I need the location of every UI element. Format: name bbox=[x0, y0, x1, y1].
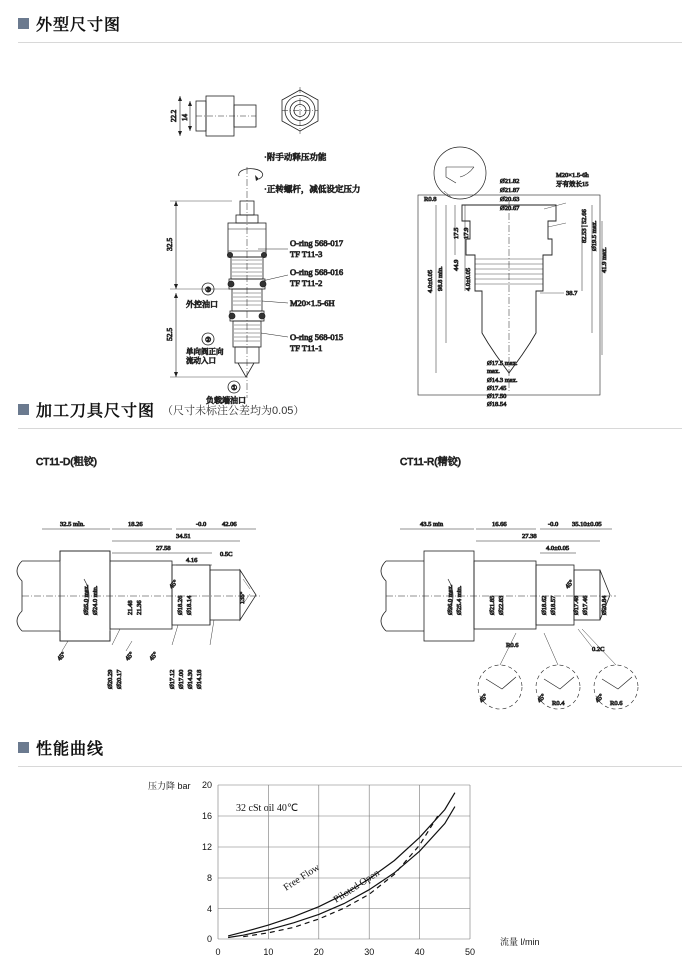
dimR-26-0-max: Ø26.0 max. bbox=[447, 584, 454, 615]
dim-17-9: 17.9 bbox=[463, 227, 470, 239]
dim-21-87: Ø21.87 bbox=[500, 187, 520, 194]
dim-19-5-max: 82.53 | 52.66 bbox=[581, 209, 588, 243]
section-title-text: 外型尺寸图 bbox=[36, 17, 122, 34]
dimR-R04: R0.4 bbox=[552, 700, 565, 707]
xtick-20: 20 bbox=[313, 947, 324, 957]
callout-1-number: ① bbox=[231, 384, 238, 392]
dimR-22-83: Ø22.83 bbox=[498, 595, 505, 615]
label-tf-t11-2: TF T11-2 bbox=[290, 278, 323, 288]
dimL-20-17: Ø20.17 bbox=[116, 669, 123, 689]
dimL-angle-3: 45° bbox=[148, 650, 160, 663]
dimR-27-38: 27.38 bbox=[522, 533, 537, 540]
dimL-45-deg-a: 45° bbox=[168, 578, 180, 591]
annotation-free-flow: Free Flow bbox=[281, 862, 322, 894]
dimL-18-26: Ø18.26 bbox=[177, 595, 184, 615]
dimL-25-0-max: Ø25.0 max. bbox=[83, 584, 90, 615]
chart-xlabel: 流量 l/min bbox=[500, 937, 540, 947]
dimL-21-48: 21.48 bbox=[127, 600, 134, 615]
dim-max-1: max. bbox=[487, 368, 500, 375]
ytick-20: 20 bbox=[201, 780, 212, 790]
dimR-00: -0.0 bbox=[548, 521, 559, 528]
ytick-12: 12 bbox=[201, 842, 212, 852]
dimL-135-deg: 135° bbox=[239, 591, 246, 604]
chart-ylabel: 压力降 bar bbox=[148, 781, 191, 791]
dimR-angle-3: 45° bbox=[594, 692, 606, 705]
xtick-40: 40 bbox=[414, 947, 425, 957]
dim-82-53-52-66: 98.8 min. bbox=[437, 266, 444, 291]
dimR-18-62: Ø18.62 bbox=[541, 595, 548, 615]
label-tf-t11-1: TF T11-1 bbox=[290, 343, 323, 353]
dimL-14-18: Ø14.18 bbox=[196, 669, 203, 689]
dimR-R06-b: R0.6 bbox=[610, 700, 623, 707]
dim-17-5: 17.5 bbox=[453, 227, 460, 239]
dim-32-5: 32.5 bbox=[165, 237, 174, 251]
section-title-text: 加工刀具尺寸图 bbox=[36, 403, 156, 420]
tool-left-name: CT11-D(粗铰) bbox=[36, 457, 97, 468]
dimR-R06-a: R0.6 bbox=[506, 642, 519, 649]
performance-chart-svg bbox=[0, 767, 700, 977]
dim-14-3-max: Ø17.5 max. bbox=[487, 360, 518, 367]
dimL-14-30: Ø14.30 bbox=[187, 669, 194, 689]
tool-drawing-svg bbox=[0, 429, 700, 729]
dim-20-63: Ø20.63 bbox=[500, 196, 520, 203]
dimL-00: -0.0 bbox=[196, 521, 207, 528]
section-subtitle-text: （尺寸未标注公差均为0.05） bbox=[162, 404, 305, 417]
note-screw-direction: ·正转螺杆，减低设定压力 bbox=[264, 184, 361, 194]
callout-2-number: ② bbox=[205, 336, 212, 344]
chart-series-free-flow-upper bbox=[228, 793, 455, 936]
dim-m20-thread: M20×1.5-6h bbox=[556, 172, 589, 179]
callout-2-label-2: 流动入口 bbox=[186, 356, 216, 365]
section-title-text: 性能曲线 bbox=[36, 741, 105, 758]
section-title-tools bbox=[0, 398, 700, 421]
ytick-0: 0 bbox=[206, 934, 212, 944]
dim-41-9-max: Ø19.5 max. bbox=[591, 220, 598, 251]
dimL-0-5C: 0.5C bbox=[220, 551, 233, 558]
dim-18-54: Ø17.50 bbox=[487, 393, 507, 400]
dimL-20-29: Ø20.29 bbox=[107, 669, 114, 689]
dimL-34-51: 34.51 bbox=[176, 533, 191, 540]
section-performance-curve bbox=[0, 736, 700, 977]
section-outline-dimensions bbox=[0, 12, 700, 408]
xtick-0: 0 bbox=[215, 947, 221, 957]
dimR-17-46: Ø17.46 bbox=[582, 595, 589, 615]
label-oring-568-017: O-ring 568-017 bbox=[290, 238, 344, 248]
dim-17-5-max: 38.7 bbox=[566, 290, 578, 297]
dimL-21-36: 21.36 bbox=[136, 600, 143, 615]
tool-right-name: CT11-R(精铰) bbox=[400, 457, 461, 468]
dimL-27-58: 27.58 bbox=[156, 545, 171, 552]
dimR-0-2C: 0.2C bbox=[592, 646, 605, 653]
xtick-30: 30 bbox=[364, 947, 375, 957]
section-title-performance bbox=[0, 736, 700, 759]
dimR-25-4-min: Ø25.4 min. bbox=[456, 585, 463, 615]
dim-14: 14 bbox=[181, 114, 189, 121]
chart-title: 32 cSt oil 40℃ bbox=[236, 803, 299, 814]
dim-18-64: Ø18.54 bbox=[487, 401, 507, 408]
dim-21-82: Ø21.82 bbox=[500, 178, 520, 185]
bullet-square-icon bbox=[18, 18, 29, 29]
section-tool-dimensions bbox=[0, 398, 700, 729]
dimR-4-0-tol: 4.0±0.05 bbox=[546, 545, 570, 552]
dimL-18-26: 18.26 bbox=[128, 521, 143, 528]
dimL-4-16: 4.16 bbox=[186, 557, 198, 564]
bullet-square-icon bbox=[18, 404, 29, 415]
dim-52-5: 52.5 bbox=[165, 327, 174, 341]
dimL-32-5-min: 32.5 mln. bbox=[60, 521, 85, 528]
performance-chart-panel bbox=[0, 767, 700, 977]
dim-r08: R0.8 bbox=[424, 196, 437, 203]
dimR-17-48: Ø17.48 bbox=[573, 595, 580, 615]
dimL-24-0-min: Ø24.0 min. bbox=[92, 585, 99, 615]
outline-drawing-panel bbox=[0, 43, 700, 408]
annotation-piloted-open: Piloted Open bbox=[331, 867, 382, 906]
dim-17-45: Ø14.3 max. bbox=[487, 377, 518, 384]
dim-98-8-min: 4.0±0.05 bbox=[427, 269, 434, 293]
dimL-17-00: Ø17.00 bbox=[178, 669, 185, 689]
tool-drawing-panel bbox=[0, 429, 700, 729]
label-oring-568-016: O-ring 568-016 bbox=[290, 267, 344, 277]
xtick-50: 50 bbox=[464, 947, 476, 957]
dimR-angle-1: 45° bbox=[478, 692, 490, 705]
chart-series-piloted-open bbox=[243, 813, 440, 937]
dimR-angle-2: 45° bbox=[536, 692, 548, 705]
callout-3-label: 外控油口 bbox=[186, 300, 218, 309]
dimR-20-84: Ø20.84 bbox=[601, 595, 608, 615]
dim-4-0-tol: 4.0±0.05 bbox=[465, 267, 472, 291]
outline-drawing-svg bbox=[0, 43, 700, 408]
dimL-angle-2: 45° bbox=[124, 650, 136, 663]
xtick-10: 10 bbox=[263, 947, 274, 957]
dimR-43-5-min: 43.5 min bbox=[420, 521, 444, 528]
ytick-4: 4 bbox=[206, 904, 212, 914]
dim-44-9: 44.9 bbox=[453, 259, 460, 271]
label-oring-568-015: O-ring 568-015 bbox=[290, 332, 344, 342]
dimR-18-57: Ø18.57 bbox=[550, 595, 557, 615]
dimL-angle-1: 45° bbox=[56, 650, 68, 663]
note-manual-release: ·附手动释压功能 bbox=[264, 152, 327, 162]
chart-series-free-flow bbox=[228, 807, 455, 938]
dimR-35-10: 35.10±0.05 bbox=[572, 521, 602, 528]
dimR-45-deg: 45° bbox=[564, 578, 576, 591]
bullet-square-icon bbox=[18, 742, 29, 753]
label-tf-t11-3: TF T11-3 bbox=[290, 249, 323, 259]
ytick-16: 16 bbox=[201, 811, 212, 821]
callout-1-label: 负载端油口 bbox=[206, 396, 246, 405]
dim-17-50: Ø17.45 bbox=[487, 385, 507, 392]
callout-3-number: ③ bbox=[205, 286, 212, 294]
dimL-18-14: Ø18.14 bbox=[186, 595, 193, 615]
dimR-16-66: 16.66 bbox=[492, 521, 507, 528]
dimL-17-12: Ø17.12 bbox=[169, 669, 176, 689]
dim-38-7: 41.9 max. bbox=[601, 247, 608, 273]
dim-20-67: Ø20.67 bbox=[500, 205, 520, 212]
callout-2-label-1: 单向阀正向 bbox=[186, 347, 224, 356]
dimL-42-06: 42.06 bbox=[222, 521, 237, 528]
label-m20-thread: M20×1.5-6H bbox=[290, 298, 335, 308]
dim-thread-length: 牙有效长15 bbox=[556, 181, 589, 188]
ytick-8: 8 bbox=[206, 873, 212, 883]
section-title-outline bbox=[0, 12, 700, 35]
chart-curves bbox=[228, 793, 455, 938]
dim-22-2: 22.2 bbox=[170, 109, 178, 122]
dimR-21-85: Ø21.85 bbox=[489, 595, 496, 615]
